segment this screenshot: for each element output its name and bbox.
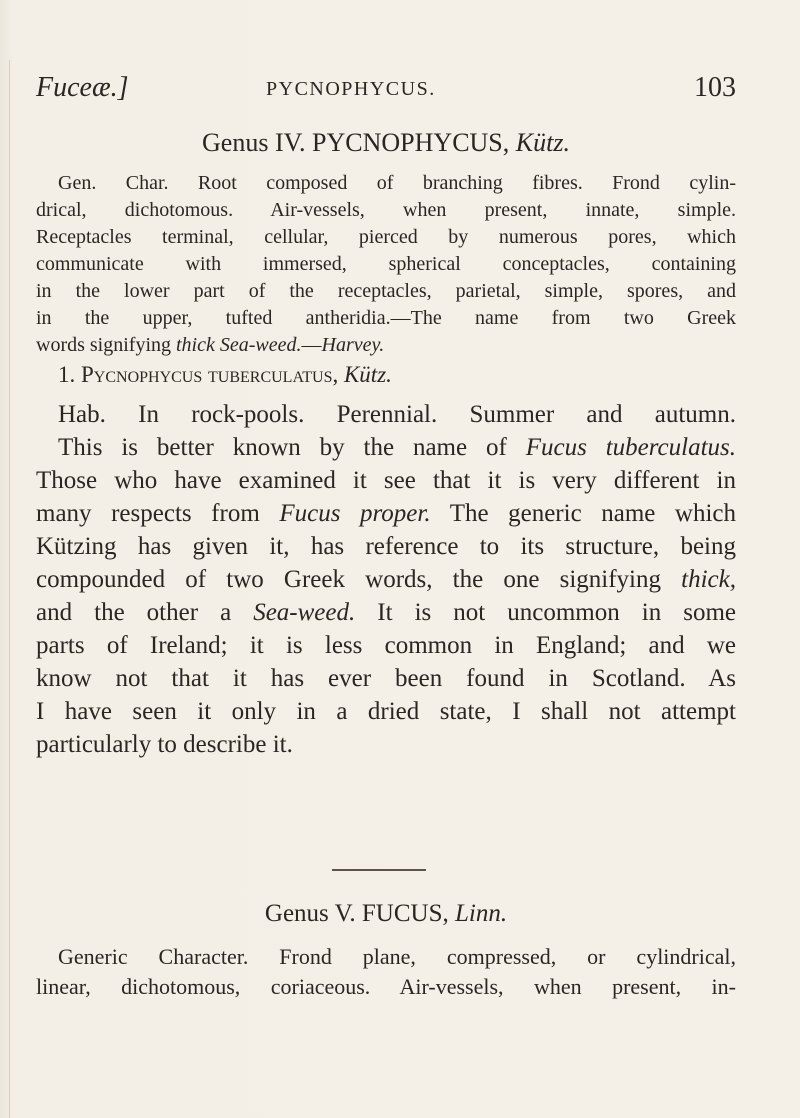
species-description (36, 398, 736, 761)
body-line: I have seen it only in a dried state, I shall not attempt (36, 698, 736, 725)
body-text: It is not uncommon in some (355, 599, 736, 626)
body-line (36, 431, 736, 464)
body-line: Kützing has given it, has reference to its structure, being (36, 533, 736, 560)
header-section: Fuceæ.] (36, 72, 129, 103)
header-title: PYCNOPHYCUS. (266, 78, 436, 100)
char-citation: Harvey. (321, 334, 385, 356)
genus-iv-heading (36, 128, 736, 158)
body-line: parts of Ireland; it is less common in England; and we (36, 632, 736, 659)
page-number: 103 (694, 72, 736, 103)
genus-iv-title: Genus IV. PYCNOPHYCUS, (202, 128, 516, 157)
species-comma: , (332, 362, 344, 387)
body-italic: Fucus tuberculatus. (525, 434, 736, 461)
char-line: Gen. Char. Root composed of branching fibres. Frond cylin- (58, 172, 736, 194)
char-line: Receptacles terminal, cellular, pierced by numerous pores, which (36, 226, 736, 248)
body-line: Hab. In rock-pools. Perennial. Summer and autumn. (58, 401, 736, 428)
body-text: many respects from (36, 500, 280, 527)
genus-iv-authority: Kütz. (515, 128, 570, 157)
char-line (36, 332, 736, 359)
body-line: Those who have examined it see that it is very different in (36, 467, 736, 494)
page-edge (9, 60, 10, 1118)
body-line: know not that it has ever been found in Scotland. As (36, 665, 736, 692)
char-line: communicate with immersed, spherical conceptacles, containing (36, 253, 736, 275)
char-italic: thick Sea-weed. (176, 334, 302, 356)
body-line (36, 596, 736, 629)
body-text: and the other a (36, 599, 254, 626)
body-line (36, 497, 736, 530)
char-line: drical, dichotomous. Air-vessels, when present, innate, simple. (36, 199, 736, 221)
char-line: linear, dichotomous, coriaceous. Air-vessels, when present, in- (36, 974, 736, 999)
char-line: in the lower part of the receptacles, parietal, simple, spores, and (36, 280, 736, 302)
species-heading (36, 362, 736, 388)
genus-v-authority: Linn. (455, 900, 508, 927)
body-line: particularly to describe it. (36, 731, 293, 758)
char-dash: — (301, 334, 322, 356)
species-authority: Kütz. (343, 362, 392, 387)
genus-v-heading (36, 900, 736, 928)
running-header (36, 72, 736, 108)
char-text: words signifying (36, 334, 176, 356)
body-italic: Fucus proper. (279, 500, 431, 527)
genus-v-title: Genus V. FUCUS, (264, 900, 455, 927)
body-text: The generic name which (430, 500, 737, 527)
body-text: compounded of two Greek words, the one signifying (36, 566, 682, 593)
char-line: Generic Character. Frond plane, compressed, or cylindrical, (58, 944, 736, 969)
species-name: Pycnophycus tuberculatus (81, 362, 333, 387)
body-line (36, 563, 736, 596)
char-line: in the upper, tufted antheridia.—The name from two Greek (36, 307, 736, 329)
genus-iv-character (36, 170, 736, 359)
body-italic: thick, (681, 566, 736, 593)
genus-v-character (36, 942, 736, 1002)
body-italic: Sea-weed. (253, 599, 356, 626)
species-number: 1. (58, 362, 81, 387)
section-divider (332, 869, 426, 871)
body-text: This is better known by the name of (58, 434, 526, 461)
